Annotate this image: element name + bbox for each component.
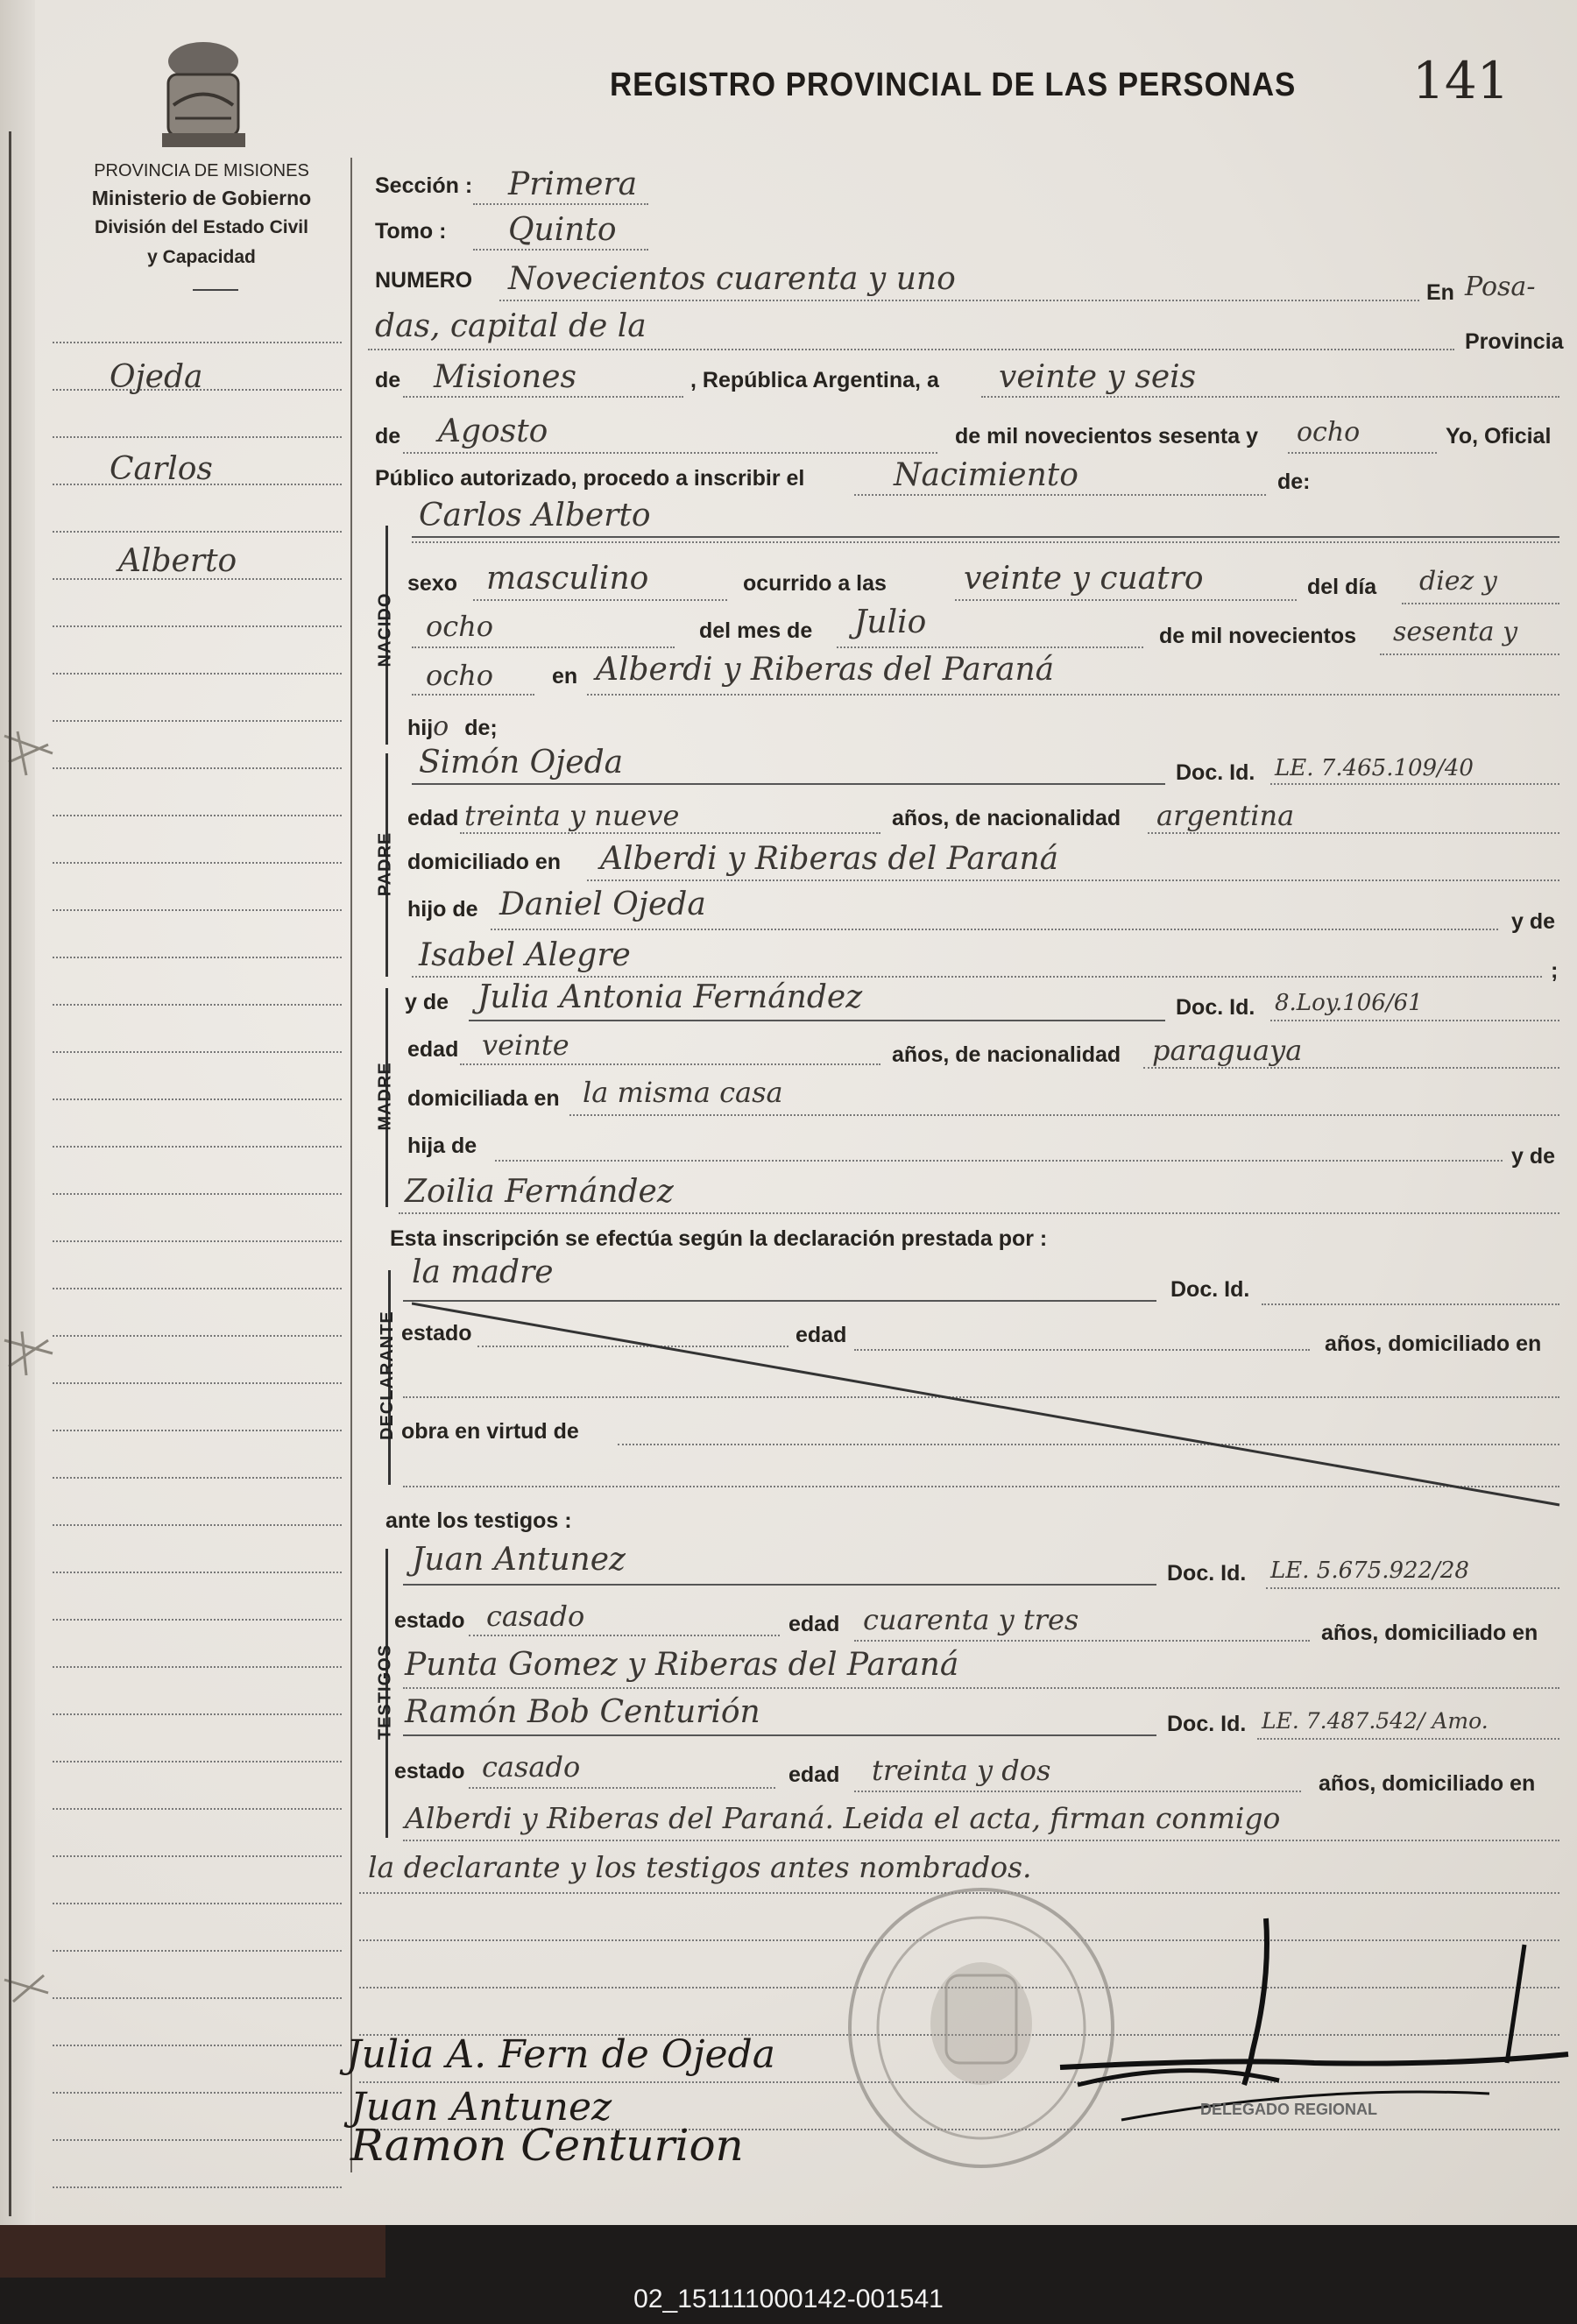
publico-label: Público autorizado, procedo a inscribir el <box>375 466 805 491</box>
signature-testigo-1: Juan Antunez <box>350 2085 612 2130</box>
margin-rule <box>9 131 11 2216</box>
margin-dotted-line <box>53 909 342 911</box>
mil-label: de mil novecientos sesenta y <box>955 424 1258 449</box>
margin-dotted-line <box>53 1193 342 1195</box>
anio-value: sesenta y <box>1393 617 1518 647</box>
margin-dotted-line <box>53 1051 342 1053</box>
testigo2-domicilio-value: Alberdi y Riberas del Paraná. Leida el acta, firman conmigo <box>405 1801 1281 1835</box>
ocurrido-label: ocurrido a las <box>743 571 887 596</box>
declarante-doc-label: Doc. Id. <box>1170 1277 1250 1302</box>
milnov-label: de mil novecientos <box>1159 624 1357 648</box>
margin-dotted-line <box>53 1808 342 1810</box>
margin-dotted-line <box>53 1098 342 1100</box>
document-code: 02_151111000142-001541 <box>633 2285 944 2313</box>
nacido-name: Carlos Alberto <box>419 498 651 533</box>
madre-hija-label: hija de <box>407 1134 477 1158</box>
padre-dom-value: Alberdi y Riberas del Paraná <box>600 841 1059 877</box>
signature-testigo-2: Ramon Centurion <box>350 2120 744 2171</box>
padre-hijo-label: hijo de <box>407 897 478 922</box>
signature-madre: Julia A. Fern de Ojeda <box>346 2032 775 2077</box>
anio2-value: ocho <box>426 659 494 692</box>
testigo1-domicilio-label: años, domiciliado en <box>1321 1621 1538 1645</box>
seccion-label: Sección : <box>375 173 473 198</box>
dia2-value: ocho <box>426 610 494 643</box>
date-day-value: veinte y seis <box>999 359 1197 395</box>
testigo1-edad-value: cuarenta y tres <box>863 1603 1079 1636</box>
de-label: de <box>375 368 401 392</box>
testigo2-domicilio-label: años, domiciliado en <box>1319 1771 1536 1796</box>
page-number: 141 <box>1412 51 1510 110</box>
hijo-line: hijo de; <box>407 711 498 742</box>
oficial-label: Yo, Oficial <box>1446 424 1552 449</box>
testigos-label: ante los testigos : <box>385 1508 572 1533</box>
madre-doc-value: 8.Loy.106/61 <box>1275 990 1423 1016</box>
testigo2-estado-label: estado <box>394 1759 465 1784</box>
nacido-section-label: NACIDO <box>375 592 395 668</box>
madre-edad-value: veinte <box>482 1028 569 1062</box>
margin-dotted-line <box>53 531 342 533</box>
margin-dotted-line <box>53 1004 342 1006</box>
obra-label: obra en virtud de <box>401 1419 579 1444</box>
declarante-edad-label: edad <box>796 1323 847 1347</box>
madre-name: Julia Antonia Fernández <box>477 979 863 1015</box>
margin-dotted-line <box>53 1666 342 1668</box>
declaracion-label: Esta inscripción se efectúa según la declaración prestada por : <box>390 1226 1048 1251</box>
official-seal-text: DELEGADO REGIONAL <box>1200 2101 1378 2118</box>
image-footer <box>0 2225 1577 2324</box>
seccion-value: Primera <box>508 166 638 202</box>
book-binding <box>0 0 35 2225</box>
testigo2-edad-label: edad <box>788 1762 840 1787</box>
province-label: PROVINCIA DE MISIONES <box>94 161 309 180</box>
margin-dotted-line <box>53 2045 342 2046</box>
acta-cierre: la declarante y los testigos antes nombrados. <box>368 1850 1032 1884</box>
margin-dotted-line <box>53 1950 342 1952</box>
padre-section-label: PADRE <box>375 831 395 897</box>
declarante-domicilio-label: años, domiciliado en <box>1325 1332 1542 1356</box>
testigo2-estado-value: casado <box>482 1750 581 1784</box>
margin-dotted-line <box>53 1572 342 1573</box>
sexo-value: masculino <box>486 561 649 597</box>
margin-dotted-line <box>53 720 342 722</box>
margin-dotted-line <box>53 2139 342 2141</box>
margin-dotted-line <box>53 1524 342 1526</box>
header-divider <box>193 289 238 291</box>
padre-dom-label: domiciliado en <box>407 850 562 874</box>
en-value: Posa- <box>1465 272 1536 302</box>
margin-dotted-line <box>53 1382 342 1384</box>
page-title: REGISTRO PROVINCIAL DE LAS PERSONAS <box>610 67 1297 103</box>
padre-name: Simón Ojeda <box>419 745 624 781</box>
tomo-value: Quinto <box>508 212 617 248</box>
delmes-label: del mes de <box>699 618 813 643</box>
madre-section-label: MADRE <box>375 1062 395 1131</box>
madre-doc-label: Doc. Id. <box>1176 995 1255 1020</box>
margin-dotted-line <box>53 2186 342 2188</box>
margin-dotted-line <box>53 1430 342 1431</box>
testigo1-name: Juan Antunez <box>412 1542 626 1578</box>
testigo1-doc-label: Doc. Id. <box>1167 1561 1247 1586</box>
padre-edad-value: treinta y nueve <box>464 799 680 832</box>
provincia-value: Misiones <box>434 359 577 395</box>
margin-dotted-line <box>53 2092 342 2094</box>
republica-label: , República Argentina, a <box>690 368 939 392</box>
coat-of-arms-icon <box>149 35 258 153</box>
padre-doc-label: Doc. Id. <box>1176 760 1255 785</box>
tomo-label: Tomo : <box>375 219 447 244</box>
margin-surname: Ojeda <box>110 359 203 395</box>
testigo2-doc-label: Doc. Id. <box>1167 1712 1247 1736</box>
margin-dotted-line <box>53 1335 342 1337</box>
madre-nac-value: paraguaya <box>1152 1034 1303 1067</box>
provincia-label: Provincia <box>1465 329 1564 354</box>
madre-nac-label: años, de nacionalidad <box>892 1042 1121 1067</box>
testigo1-estado-value: casado <box>486 1600 585 1633</box>
numero-value: Novecientos cuarenta y uno <box>508 261 956 297</box>
declarante-estado-label: estado <box>401 1321 472 1346</box>
testigo1-domicilio-value: Punta Gomez y Riberas del Paraná <box>405 1647 959 1683</box>
testigo2-edad-value: treinta y dos <box>872 1754 1051 1787</box>
margin-dotted-line <box>53 1903 342 1904</box>
margin-dotted-line <box>53 436 342 438</box>
hora-value: veinte y cuatro <box>964 561 1204 597</box>
footer-strip <box>0 2225 385 2278</box>
declarante-name: la madre <box>412 1254 554 1290</box>
margin-dotted-line <box>53 1146 342 1148</box>
padre-nac-value: argentina <box>1156 799 1295 832</box>
madre-edad-label: edad <box>407 1037 459 1062</box>
margin-dotted-line <box>53 862 342 864</box>
margin-dotted-line <box>53 1713 342 1715</box>
padre-yde-label: y de <box>1511 909 1556 934</box>
margin-dotted-line <box>53 767 342 769</box>
testigo1-estado-label: estado <box>394 1608 465 1633</box>
margin-dotted-line <box>53 815 342 816</box>
padre-madre-de: Isabel Alegre <box>419 937 631 973</box>
testigo1-doc-value: LE. 5.675.922/28 <box>1270 1558 1469 1584</box>
date-month-value: Agosto <box>438 413 548 449</box>
margin-dotted-line <box>53 1288 342 1289</box>
column-divider <box>350 158 352 2172</box>
de2-label: de <box>375 424 401 449</box>
margin-dotted-line <box>53 1855 342 1857</box>
madre-dom-label: domiciliada en <box>407 1086 560 1111</box>
lugar-value: Alberdi y Riberas del Paraná <box>596 652 1055 688</box>
testigos-section-label: TESTIGOS <box>375 1643 395 1741</box>
margin-name-1: Carlos <box>110 451 213 487</box>
en-label: En <box>1426 280 1454 305</box>
mes-value: Julio <box>854 604 927 640</box>
strike-through-line <box>412 1302 1564 1512</box>
madre-dom-value: la misma casa <box>583 1076 783 1109</box>
declarante-section-label: DECLARANTE <box>378 1310 397 1440</box>
padre-edad-label: edad <box>407 806 459 830</box>
deldia-label: del día <box>1307 575 1377 599</box>
margin-dotted-line <box>53 1997 342 1999</box>
margin-dotted-line <box>53 1619 342 1621</box>
testigo2-doc-value: LE. 7.487.542/ Amo. <box>1262 1708 1489 1734</box>
madre-madre-de: Zoilia Fernández <box>405 1174 674 1210</box>
margin-name-2: Alberto <box>118 543 237 579</box>
hijo-suffix: o <box>433 711 449 742</box>
margin-dotted-line <box>53 957 342 958</box>
padre-nac-label: años, de nacionalidad <box>892 806 1121 830</box>
margin-dotted-line <box>53 1477 342 1479</box>
margin-dotted-line <box>53 1240 342 1242</box>
testigo2-name: Ramón Bob Centurión <box>405 1694 760 1730</box>
padre-padre-de: Daniel Ojeda <box>499 887 706 922</box>
padre-doc-value: LE. 7.465.109/40 <box>1275 755 1474 781</box>
acto-value: Nacimiento <box>894 457 1078 493</box>
margin-dotted-line <box>53 625 342 627</box>
margin-dotted-line <box>53 1761 342 1762</box>
sexo-label: sexo <box>407 571 457 596</box>
date-year-value: ocho <box>1297 417 1361 448</box>
ministry-label: Ministerio de Gobierno <box>91 187 312 209</box>
madre-yde-label: y de <box>405 990 449 1014</box>
madre-yde2-label: y de <box>1511 1144 1556 1169</box>
capacity-label: y Capacidad <box>147 247 256 267</box>
de3-label: de: <box>1277 470 1311 494</box>
en-lugar-label: en <box>552 664 578 689</box>
margin-dotted-line <box>53 673 342 675</box>
testigo1-edad-label: edad <box>788 1612 840 1636</box>
capital-line: das, capital de la <box>375 308 647 344</box>
dia-value: diez y <box>1419 566 1497 597</box>
margin-dotted-line <box>53 342 342 343</box>
numero-label: NUMERO <box>375 268 473 293</box>
padre-semicolon: ; <box>1551 958 1559 983</box>
division-label: División del Estado Civil <box>95 217 308 237</box>
